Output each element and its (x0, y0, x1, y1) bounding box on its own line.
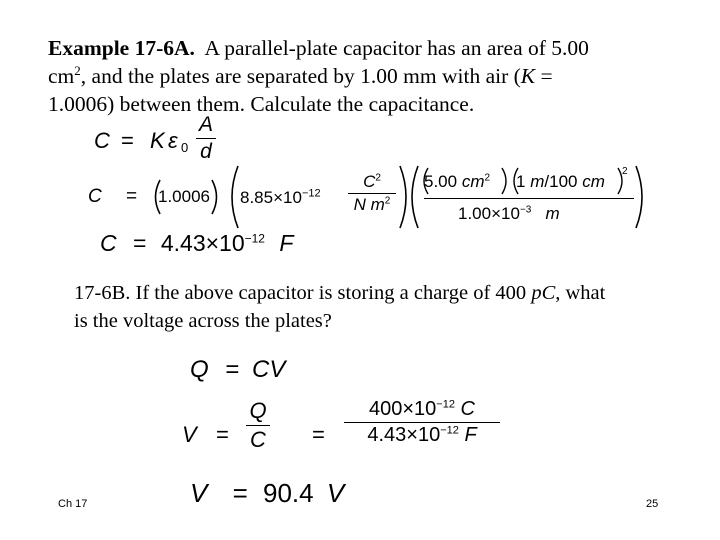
eq5-den: C (250, 427, 266, 452)
example-a-text-2: , and the plates are separated by 1.00 mm with air ( (80, 64, 521, 88)
eq6-value: 90.4 (263, 478, 314, 508)
left-paren (226, 164, 240, 230)
eq5-equals: = (216, 422, 229, 447)
eq3-mantissa: 4.43×10 (160, 230, 245, 256)
example-a-line-2 (48, 62, 688, 90)
conv-cm: cm (582, 172, 605, 191)
equation-charge (190, 356, 310, 390)
den2-exponent: −12 (440, 424, 459, 437)
eq2-unit-num (348, 172, 396, 192)
fraction-bar (348, 193, 396, 194)
eq3-value (161, 230, 265, 256)
eq5-equals-2: = (312, 422, 325, 447)
eq3-unit: F (279, 230, 294, 256)
eq6-equals: = (232, 478, 248, 508)
example-a-paragraph (48, 34, 688, 118)
eq2-epsilon-value (240, 188, 321, 208)
eq6-lhs: V (190, 478, 208, 508)
eq4-rhs: CV (252, 356, 286, 383)
eq4-equals: = (225, 356, 240, 383)
eq2-equals: = (126, 186, 138, 207)
eq1-epsilon: ε (168, 128, 178, 153)
eq5-num2 (344, 398, 500, 421)
eq3-lhs: C (100, 230, 117, 256)
example-b-text-1: 17-6B. If the above capacitor is storing a charge of 400 (74, 282, 532, 304)
example-b-line-1 (74, 279, 714, 307)
example-b-paragraph (74, 279, 714, 335)
footer-page-number: 25 (646, 498, 659, 510)
eq1-fraction (196, 113, 216, 164)
equals-sign: = (535, 64, 553, 88)
unit-coulomb: C (541, 282, 556, 304)
eq1-equals: = (121, 128, 134, 153)
conv-hundred: 100 (549, 172, 578, 191)
eq2-separation (458, 204, 560, 224)
eq2-conv-exponent: 2 (622, 166, 628, 177)
eq5-fraction-numeric (344, 398, 500, 447)
eq2-unit-den (348, 195, 396, 215)
right-paren (210, 178, 222, 216)
unit-exp: 2 (375, 172, 381, 184)
eq1-denominator: d (200, 140, 212, 163)
eq1-numerator: A (198, 113, 213, 136)
unit-exponent: 2 (74, 62, 81, 78)
equation-substitution (86, 160, 656, 238)
eq5-den2 (344, 424, 500, 447)
eq6-unit: V (326, 478, 345, 508)
example-a-line-3: 1.0006) between them. Calculate the capacitance. (48, 92, 475, 116)
num2-exponent: −12 (436, 398, 455, 411)
eq2-e0-mantissa: 8.85×10 (240, 188, 302, 207)
footer-chapter: Ch 17 (58, 498, 88, 510)
example-b-text-2: , what (555, 282, 606, 304)
fraction-bar (344, 422, 500, 423)
sep-mantissa: 1.00×10 (458, 204, 520, 223)
unit-c: C (363, 172, 376, 191)
right-paren (634, 164, 648, 230)
eq3-equals: = (133, 230, 147, 256)
fraction-bar (424, 198, 634, 199)
eq4-lhs: Q (190, 356, 209, 383)
den2-mantissa: 4.43×10 (367, 424, 441, 446)
eq5-lhs: V (182, 422, 197, 447)
unit-exp: 2 (384, 195, 391, 207)
eq5-fraction-symbolic (246, 398, 270, 453)
fraction-bar (246, 425, 270, 426)
eq2-unit-fraction (348, 172, 396, 215)
equation-result-voltage (190, 478, 390, 514)
example-b-line-2: is the voltage across the plates? (74, 310, 332, 332)
sep-exponent: −3 (519, 204, 532, 216)
eq2-lhs: C (88, 186, 102, 207)
num2-unit: C (460, 398, 475, 420)
conv-one: 1 (516, 172, 526, 191)
example-a-text-1: A parallel-plate capacitor has an area of 5.00 (204, 36, 589, 60)
example-a-line-1 (48, 34, 688, 62)
eq2-k-value: 1.0006 (158, 187, 210, 206)
area-unit: cm (461, 172, 485, 191)
area-number: 5.00 (424, 172, 458, 191)
unit-nm: N m (353, 195, 385, 214)
area-exponent: 2 (484, 172, 491, 184)
eq2-area-fraction (416, 166, 642, 232)
equation-voltage (182, 398, 522, 470)
unit-cm: cm (48, 64, 75, 88)
eq1-lhs: C (94, 128, 110, 153)
eq2-conversion: 1 m/100 cm (516, 172, 605, 191)
eq2-area-value (424, 172, 490, 192)
pico-prefix: p (531, 282, 542, 304)
example-heading: Example 17-6A. (48, 36, 195, 60)
sep-unit: m (545, 204, 560, 223)
den2-unit: F (464, 424, 477, 446)
eq3-exponent: −12 (244, 231, 265, 246)
eq2-e0-exponent: −12 (301, 187, 321, 200)
conv-m: m (530, 172, 545, 191)
equation-result-capacitance (100, 230, 320, 264)
fraction-bar (196, 138, 216, 139)
num2-mantissa: 400×10 (369, 398, 437, 420)
eq5-num: Q (249, 398, 267, 423)
k-symbol: K (520, 64, 536, 88)
eq1-epsilon-sub: 0 (181, 140, 189, 155)
eq1-k: K (150, 128, 165, 153)
